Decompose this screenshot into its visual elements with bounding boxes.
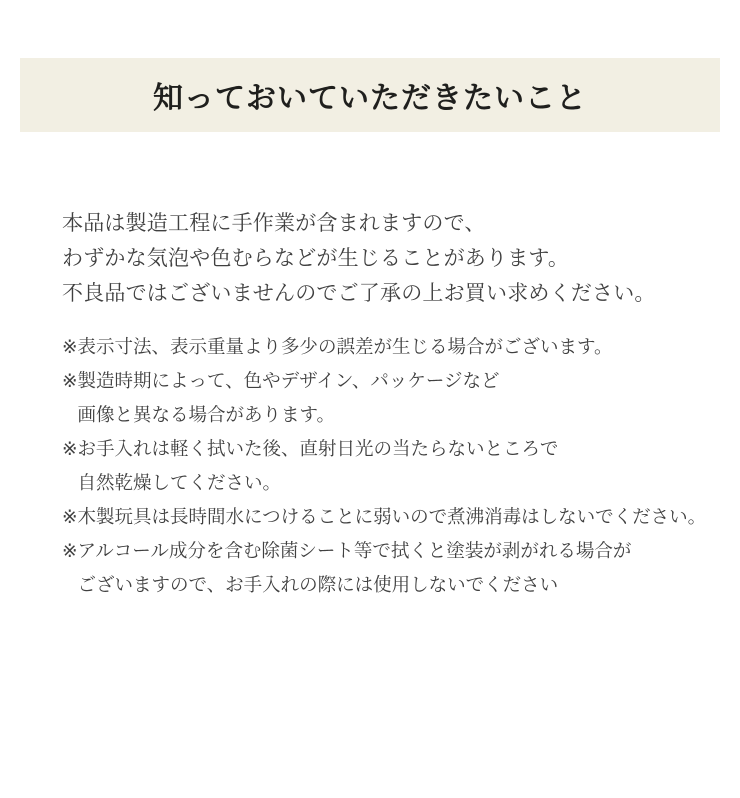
- notice-page: [0, 58, 740, 798]
- note-text: [78, 364, 720, 432]
- notice-content: [62, 206, 720, 602]
- note-line: お手入れは軽く拭いた後、直射日光の当たらないところで: [77, 438, 559, 459]
- note-item: [62, 432, 720, 500]
- note-line: 画像と異なる場合があります。: [77, 404, 336, 425]
- note-line: 表示寸法、表示重量より多少の誤差が生じる場合がございます。: [77, 336, 613, 357]
- intro-line: 不良品ではございませんのでご了承の上お買い求めください。: [62, 282, 656, 305]
- note-marker: ※: [62, 370, 78, 391]
- notes-list: [62, 330, 720, 602]
- note-text: [78, 500, 720, 534]
- note-item: [62, 500, 720, 534]
- note-text: [78, 432, 720, 500]
- note-line: ございますので、お手入れの際には使用しないでください: [77, 574, 559, 595]
- notice-title-banner: [20, 58, 720, 132]
- intro-paragraph: [62, 206, 720, 311]
- intro-line: 本品は製造工程に手作業が含まれますので、: [62, 212, 486, 235]
- note-text: [78, 330, 720, 364]
- intro-line: わずかな気泡や色むらなどが生じることがあります。: [62, 247, 570, 270]
- note-item: [62, 330, 720, 364]
- note-line: 木製玩具は長時間水につけることに弱いので煮沸消毒はしないでください。: [77, 506, 707, 527]
- note-marker: ※: [62, 438, 78, 459]
- note-line: 自然乾燥してください。: [77, 472, 282, 493]
- note-item: [62, 364, 720, 432]
- note-line: アルコール成分を含む除菌シート等で拭くと塗装が剥がれる場合が: [77, 540, 632, 561]
- note-marker: ※: [62, 540, 78, 561]
- note-marker: ※: [62, 336, 78, 357]
- note-item: [62, 534, 720, 602]
- note-marker: ※: [62, 506, 78, 527]
- note-line: 製造時期によって、色やデザイン、パッケージなど: [77, 370, 500, 391]
- page-title: 知っておいていただきたいこと: [153, 82, 587, 115]
- note-text: [78, 534, 720, 602]
